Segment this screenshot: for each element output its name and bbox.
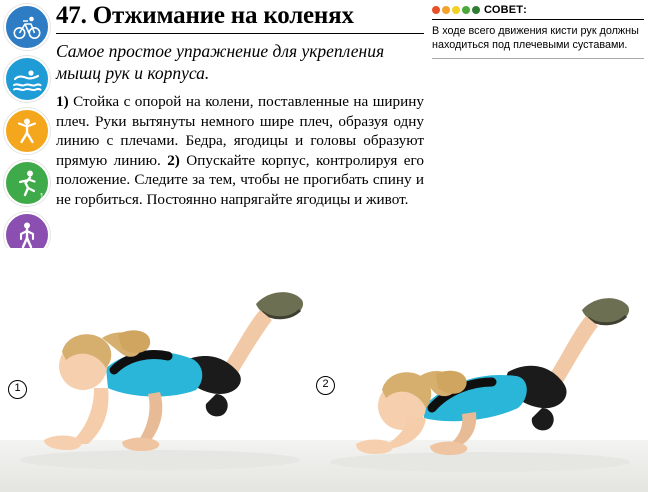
discipline-icon-column <box>4 4 48 258</box>
tip-dot-3 <box>452 6 460 14</box>
step-1-number: 1) <box>56 93 69 110</box>
exercise-title: Отжимание на коленях <box>92 2 354 29</box>
tip-dot-2 <box>442 6 450 14</box>
exercise-number: 47. <box>56 2 87 29</box>
photo-step-2-badge: 2 <box>316 376 335 395</box>
cycling-icon[interactable] <box>4 4 50 50</box>
tip-dot-5 <box>472 6 480 14</box>
photo-step-1 <box>10 248 310 492</box>
tip-divider-bottom <box>432 58 644 59</box>
exercise-text-block <box>56 2 424 210</box>
step-2-text: Опускайте корпус, контролируя его положение. Следите за тем, чтобы не прогибать спину и не горбиться. Постоянно напрягайте ягодицы и живот. <box>56 151 424 208</box>
running-icon-badge-number: 1 <box>39 192 44 201</box>
exercise-subtitle: Самое простое упражнение для укрепления мышц рук и корпуса. <box>56 41 385 83</box>
tip-label: СОВЕТ: <box>484 4 527 16</box>
exercise-instructions <box>56 92 424 210</box>
step-2-number: 2) <box>167 151 180 169</box>
exercise-photos <box>0 248 648 492</box>
stretching-icon[interactable] <box>4 108 50 154</box>
tip-box <box>432 4 644 59</box>
photo-step-1-badge: 1 <box>8 380 27 399</box>
photo-step-2 <box>320 248 640 492</box>
tip-dot-1 <box>432 6 440 14</box>
tip-text: В ходе всего движения кисти рук должны находиться под плечевыми суставами. <box>432 25 639 51</box>
tip-divider-top <box>432 19 644 20</box>
page-title <box>56 2 424 30</box>
swimming-icon[interactable] <box>4 56 50 102</box>
tip-dots <box>432 6 480 14</box>
title-divider <box>56 33 424 34</box>
step-1-text: Стойка с опорой на колени, поставленные на ширину плеч. Руки вытянуты немного шире плеч, образуя одну линию с плечами. Бедра, ягодицы и головы образуют прямую линию. <box>56 93 424 169</box>
tip-dot-4 <box>462 6 470 14</box>
running-icon[interactable] <box>4 160 50 206</box>
tip-header <box>432 4 644 16</box>
